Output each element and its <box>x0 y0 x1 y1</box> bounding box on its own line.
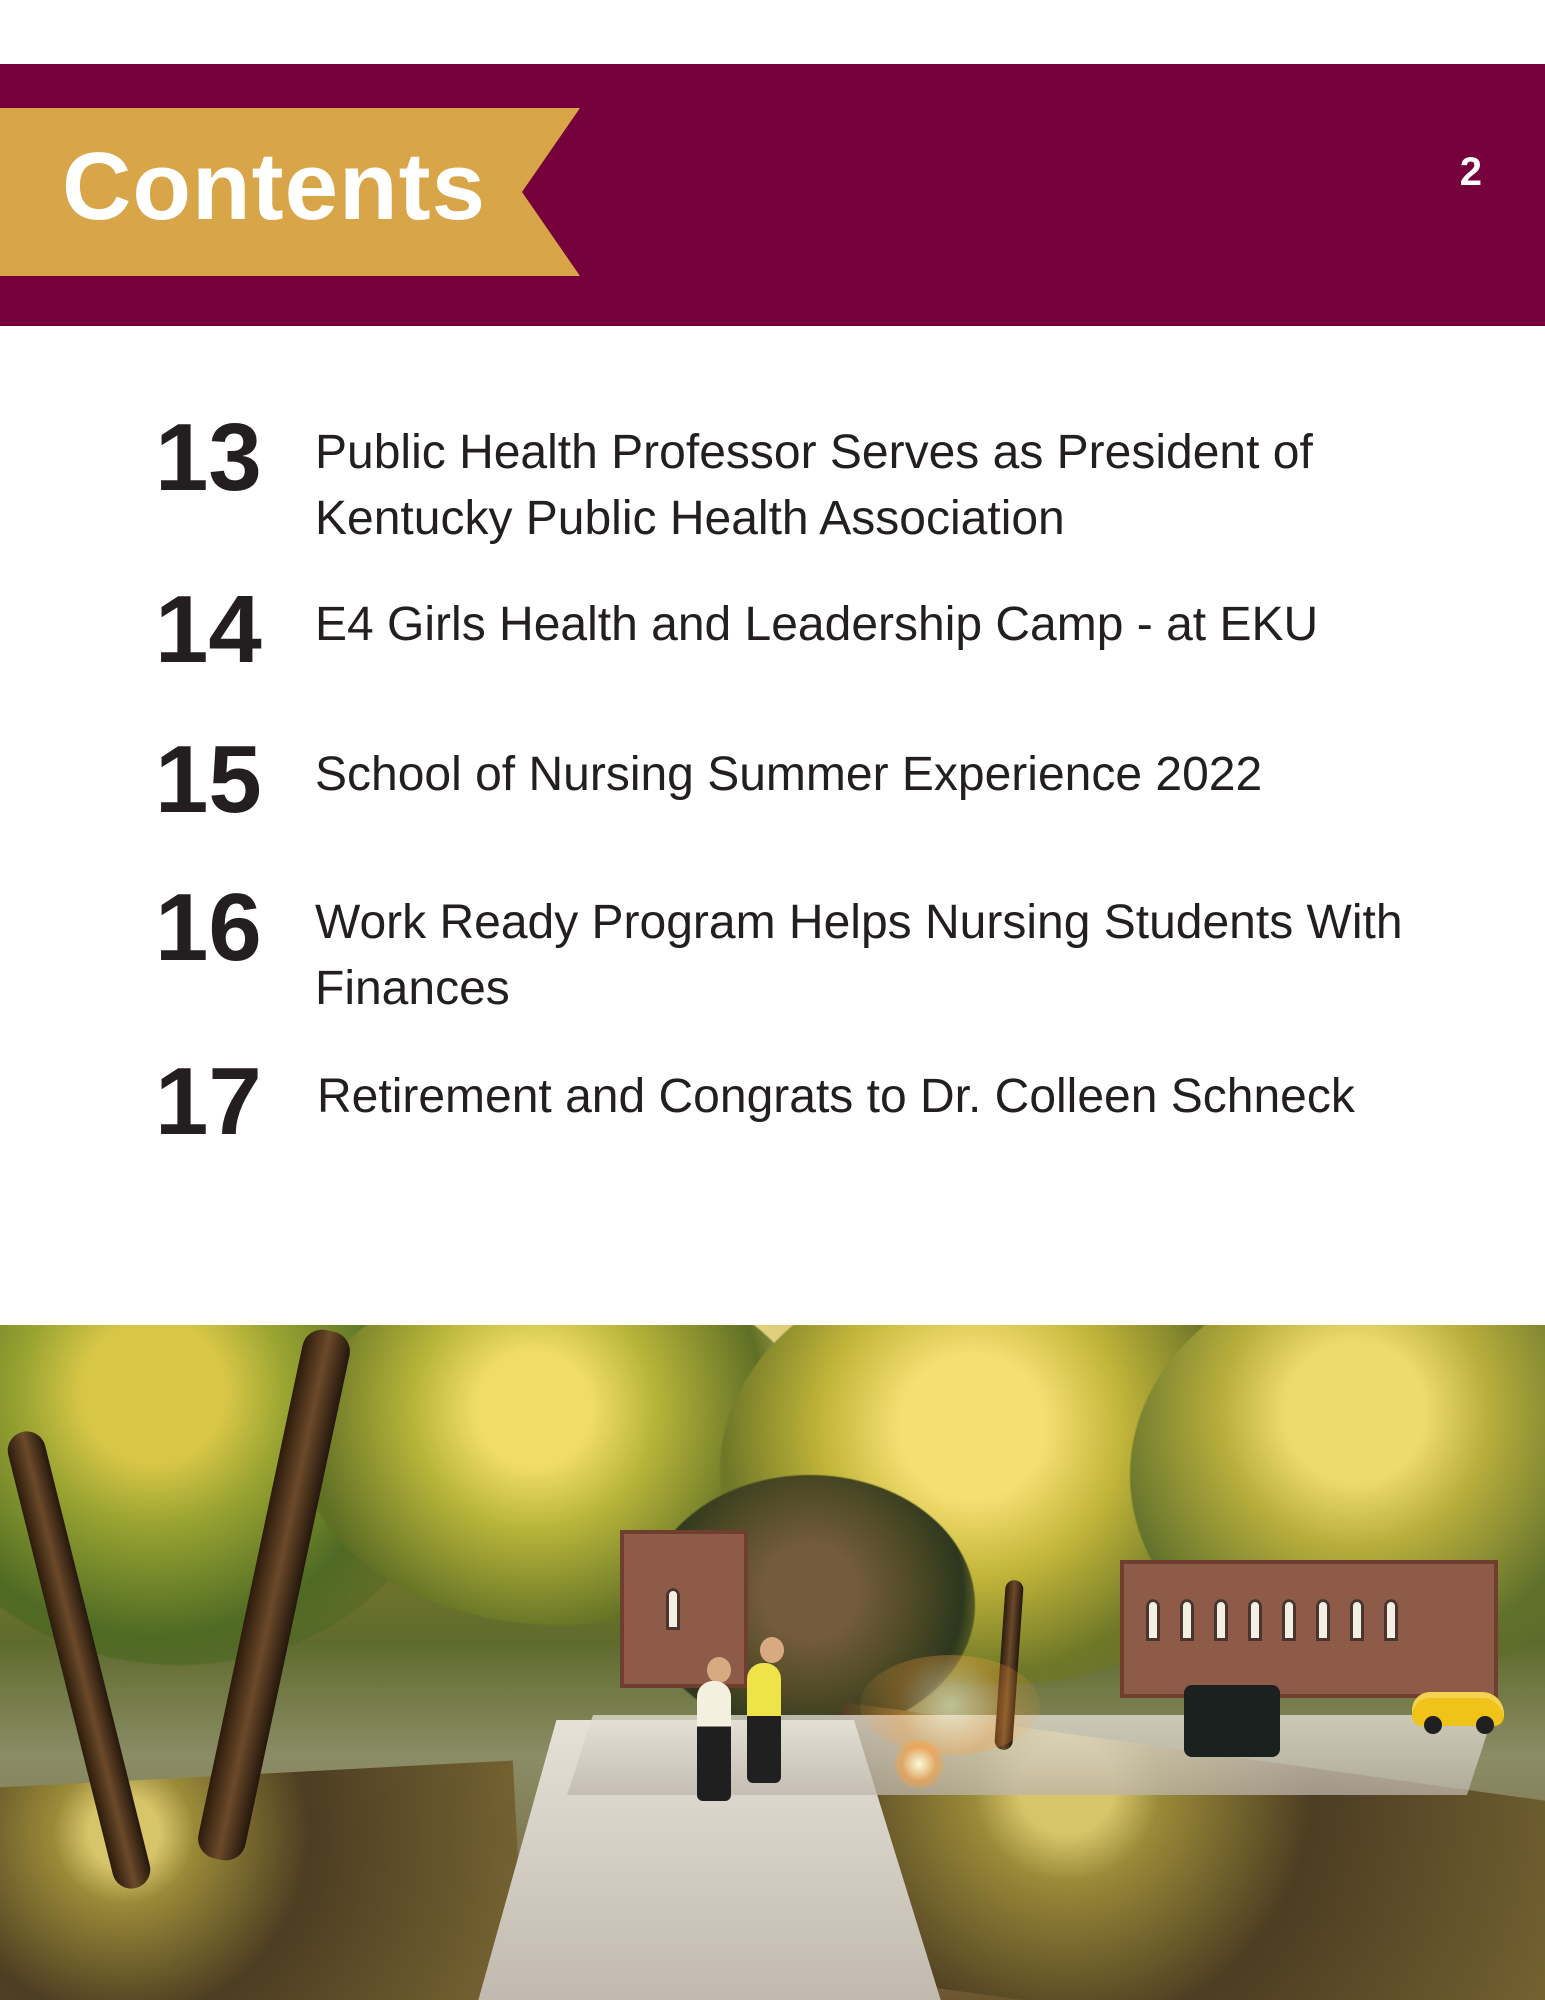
building-window <box>1316 1599 1330 1641</box>
toc-title: Work Ready Program Helps Nursing Students With Finances <box>315 896 1403 1015</box>
student-head <box>760 1637 784 1663</box>
toc-page-number: 14 <box>155 576 262 683</box>
brick-building <box>1120 1560 1498 1698</box>
car-wheel <box>1476 1716 1494 1734</box>
toc-item-16[interactable] <box>155 874 1455 1020</box>
student-walking <box>747 1663 781 1783</box>
toc-item-14[interactable] <box>155 576 1455 722</box>
grass-lawn <box>0 1761 526 2000</box>
contents-title: Contents <box>62 133 486 240</box>
building-window <box>1146 1599 1160 1641</box>
lens-flare <box>895 1740 943 1788</box>
car-wheel <box>1424 1716 1442 1734</box>
toc-page-number: 15 <box>155 726 262 833</box>
toc-item-13[interactable] <box>155 404 1455 550</box>
building-window <box>1214 1599 1228 1641</box>
page-number: 2 <box>1459 150 1482 194</box>
building-window <box>1350 1599 1364 1641</box>
toc-page-number: 13 <box>155 404 262 511</box>
toc-page-number: 17 <box>155 1048 262 1155</box>
yellow-car <box>1412 1692 1504 1726</box>
building-window <box>1384 1599 1398 1641</box>
toc-title: Retirement and Congrats to Dr. Colleen Schneck <box>317 1070 1355 1123</box>
student-head <box>707 1657 731 1683</box>
toc-item-17[interactable] <box>155 1048 1455 1194</box>
building-window <box>1180 1599 1194 1641</box>
toc-page-number: 16 <box>155 874 262 981</box>
lens-flare <box>860 1655 1040 1755</box>
toc-item-15[interactable] <box>155 726 1455 872</box>
student-walking <box>697 1681 731 1801</box>
campus-sign <box>1184 1685 1280 1757</box>
building-window <box>1282 1599 1296 1641</box>
toc-title: Public Health Professor Serves as President of Kentucky Public Health Association <box>315 426 1313 545</box>
building-window <box>666 1588 680 1630</box>
building-window <box>1248 1599 1262 1641</box>
toc-title: E4 Girls Health and Leadership Camp - at EKU <box>315 598 1319 651</box>
campus-photo <box>0 1325 1545 2000</box>
toc-title: School of Nursing Summer Experience 2022 <box>315 748 1263 801</box>
